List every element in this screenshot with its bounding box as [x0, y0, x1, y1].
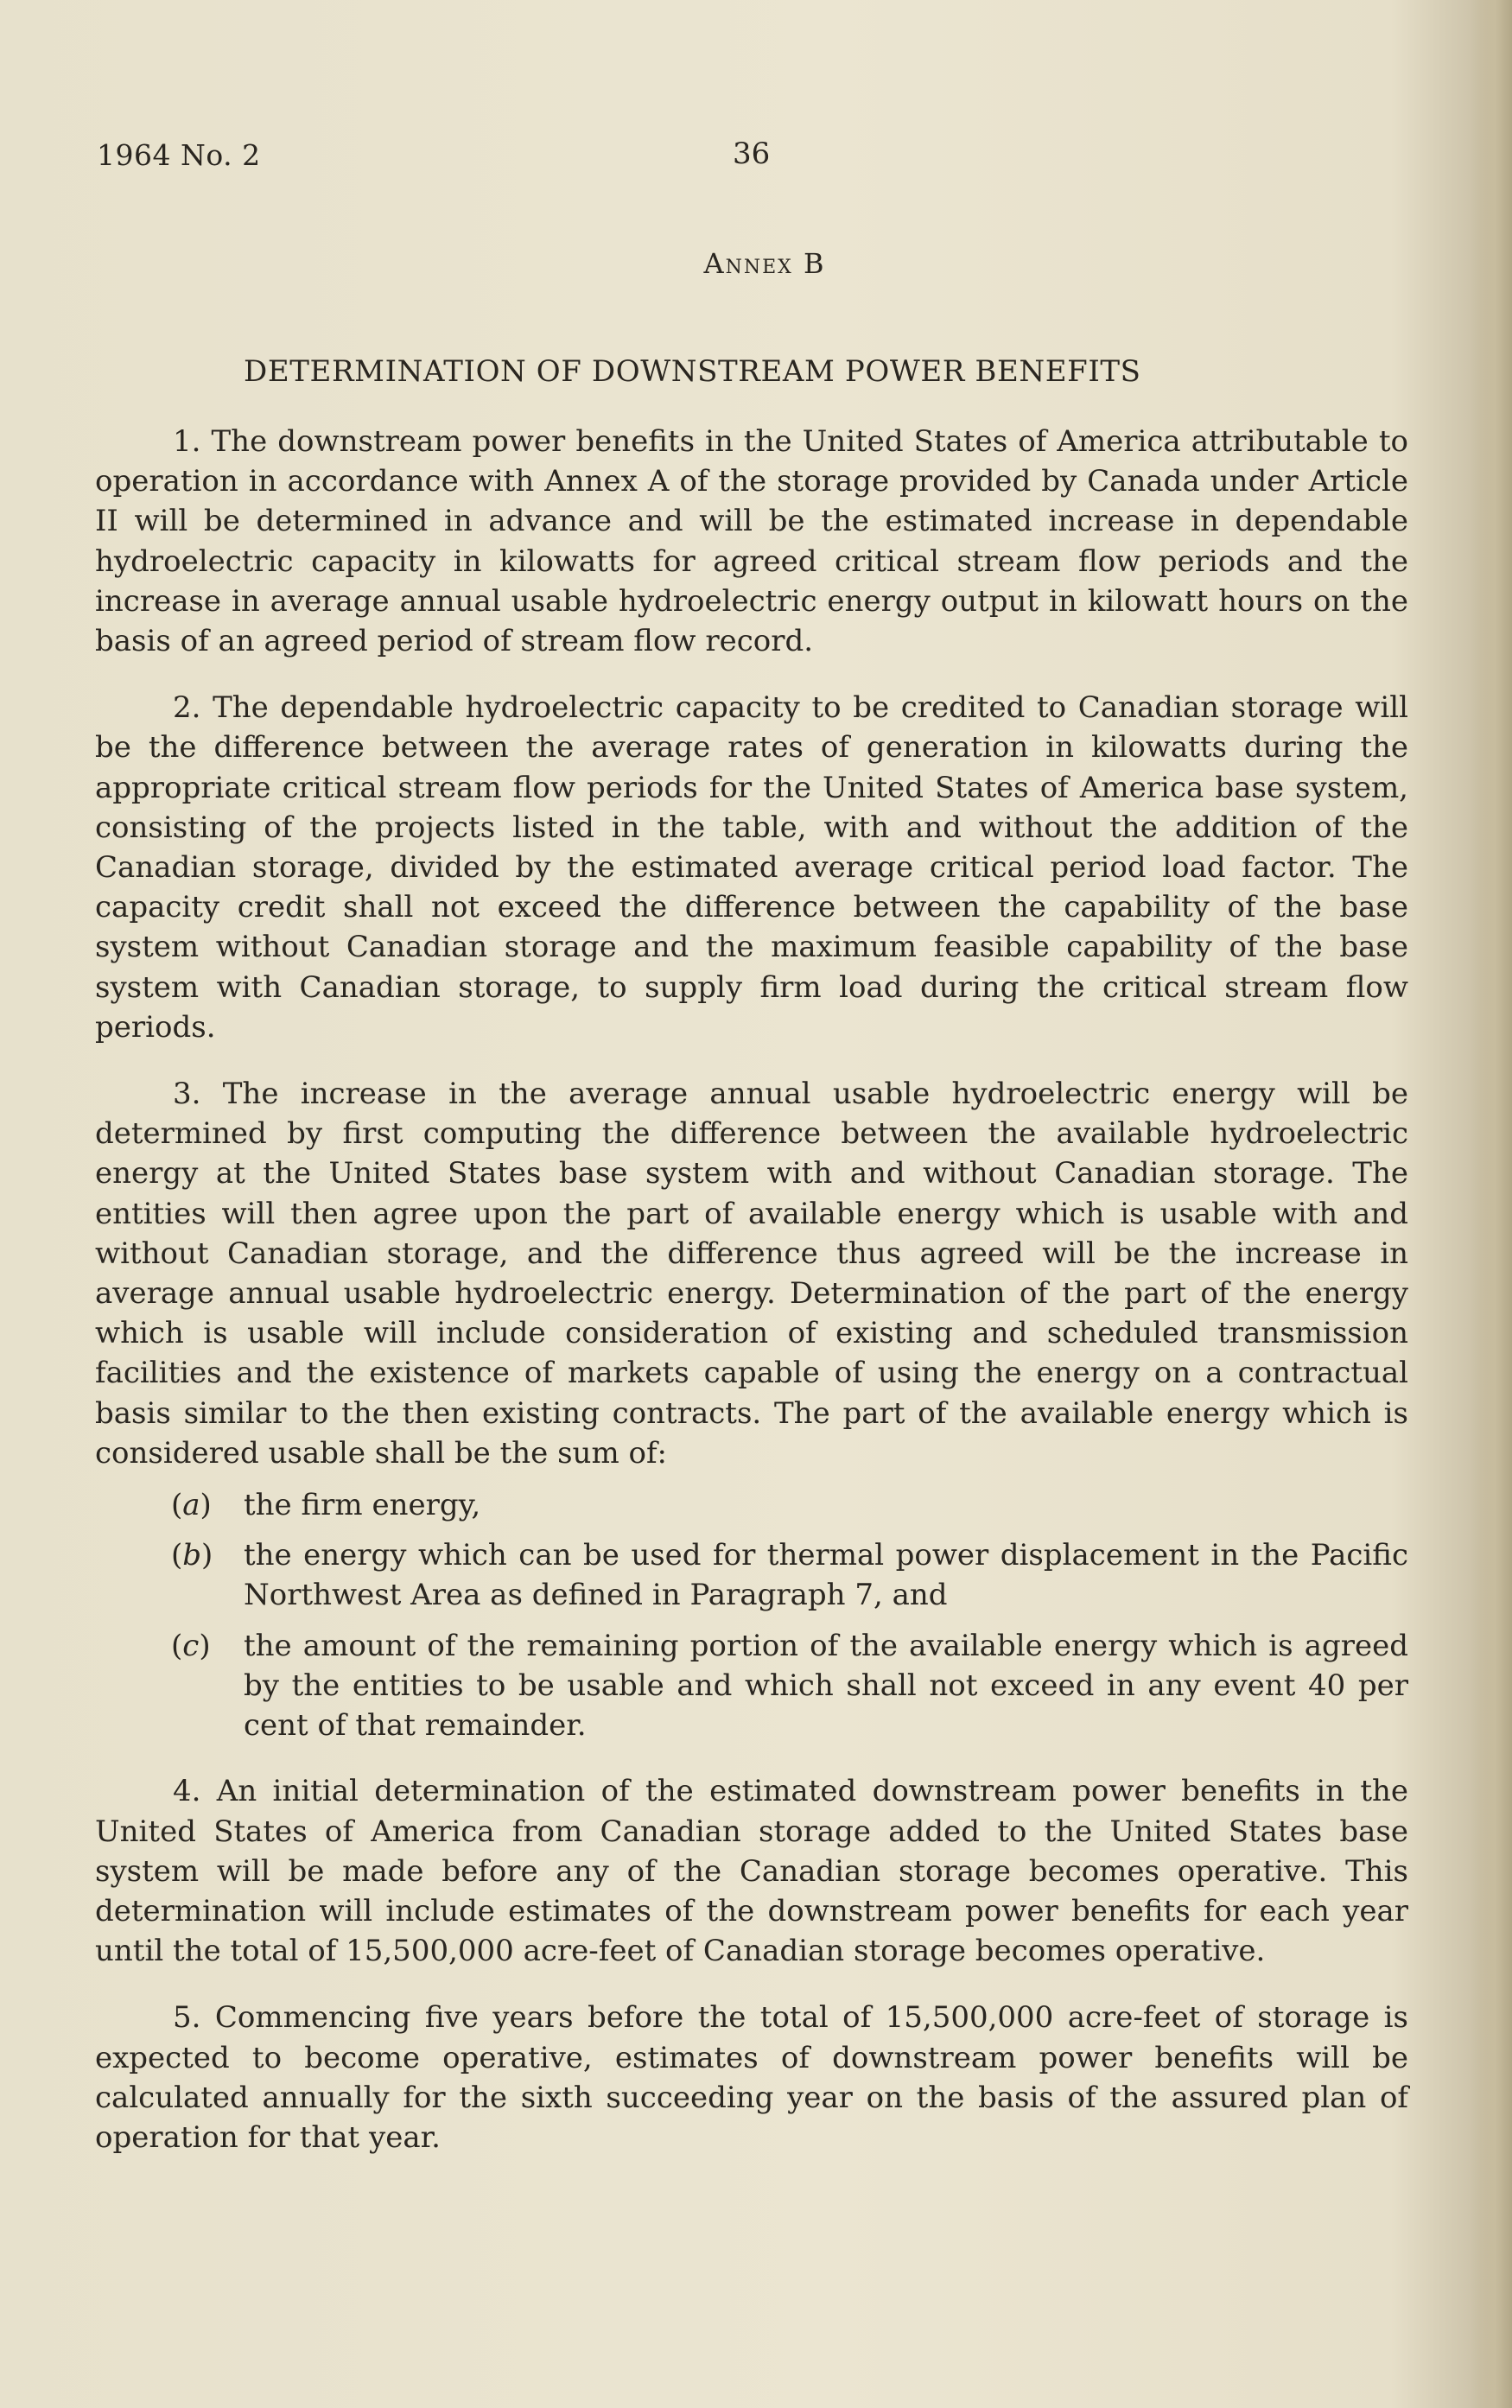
list-item-text: the energy which can be used for thermal power displacement in the Pacific Northwest Area as defined in Paragraph 7, and	[244, 1538, 1408, 1613]
page-binding-shadow	[1471, 0, 1512, 2408]
paragraph-5: 5. Commencing five years before the total of 15,500,000 acre-feet of storage is expected to become operative, estimates of downstream power benefits will be calculated annually for the sixth succeeding year on the basis of the assured plan of operation for that year.	[95, 2000, 1408, 2155]
document-body	[95, 422, 1408, 2184]
header-year-number: 1964 No. 2	[97, 138, 261, 172]
paragraph-4: 4. An initial determination of the estimated downstream power benefits in the United States of America from Canadian storage added to the United States base system will be made before any of the Canadian storage becomes operative. This determination will include estimates of the downstream power benefits for each year until the total of 15,500,000 acre-feet of Canadian storage becomes operative.	[95, 1774, 1408, 1969]
list-item-label: (b)	[171, 1538, 213, 1573]
usable-energy-list	[95, 1485, 1408, 1745]
list-item	[95, 1535, 1408, 1615]
page-number: 36	[733, 137, 771, 171]
paragraph-1: 1. The downstream power benefits in the United States of America attributable to operation in accordance with Annex A of the storage provided by Canada under Article II will be determined in advance and will be the estimated increase in dependable hydroelectric capacity in kilowatts for agreed critical stream flow periods and the increase in average annual usable hydroelectric energy output in kilowatt hours on the basis of an agreed period of stream flow record.	[95, 424, 1408, 659]
list-item-text: the firm energy,	[244, 1488, 481, 1523]
paragraph-3: 3. The increase in the average annual usable hydroelectric energy will be determined by first computing the difference between the available hydroelectric energy at the United States base system with and without Canadian storage. The entities will then agree upon the part of available energy which is usable with and without Canadian storage, and the difference thus agreed will be the increase in average annual usable hydroelectric energy. Determination of the part of the energy which is usable will include consideration of existing and scheduled transmission facilities and the existence of markets capable of using the energy on a contractual basis similar to the then existing contracts. The part of the available energy which is considered usable shall be the sum of:	[95, 1077, 1408, 1471]
list-item	[95, 1485, 1408, 1525]
annex-title: Annex B	[703, 247, 826, 280]
paragraph-2: 2. The dependable hydroelectric capacity to be credited to Canadian storage will be the difference between the average rates of generation in kilowatts during the appropriate critical stream flow periods for the United States of America base system, consisting of the projects listed in the table, with and without the addition of the Canadian storage, divided by the estimated average critical period load factor. The capacity credit shall not exceed the difference between the capability of the base system without Canadian storage and the maximum feasible capability of the base system with Canadian storage, to supply firm load during the critical stream flow periods.	[95, 690, 1408, 1045]
section-heading: DETERMINATION OF DOWNSTREAM POWER BENEFITS	[244, 354, 1141, 389]
list-item-text: the amount of the remaining portion of the available energy which is agreed by the entities to be usable and which shall not exceed in any event 40 per cent of that remainder.	[244, 1628, 1408, 1744]
list-item-label: (a)	[171, 1488, 212, 1523]
list-item	[95, 1626, 1408, 1746]
list-item-label: (c)	[171, 1628, 211, 1663]
